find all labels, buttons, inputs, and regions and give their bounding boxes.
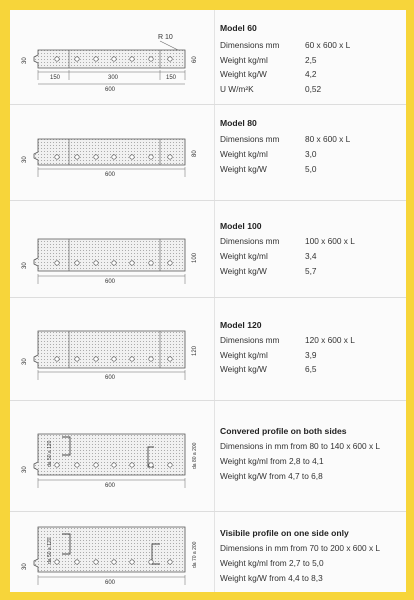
model-title: Visibile profile on one side only (220, 528, 349, 538)
spec-value: 2,5 (305, 55, 317, 65)
profile-drawing-covered-both (10, 401, 214, 512)
spec-line: Weight kg/ml from 2,8 to 4,1 (220, 456, 324, 466)
total-width-label: 600 (105, 279, 116, 285)
model-title: Model 80 (220, 118, 257, 128)
catalog-sheet (10, 10, 406, 592)
profile-drawing-model-80 (10, 105, 214, 201)
spec-label: Weight kg/W (220, 69, 267, 79)
row-model-120 (10, 298, 406, 401)
spec-line: Dimensions in mm from 80 to 140 x 600 x L (220, 441, 381, 451)
radius-label: R 10 (158, 34, 173, 41)
spec-value: 3,0 (305, 149, 317, 159)
dim-label: 300 (108, 75, 119, 81)
model-title: Convered profile on both sides (220, 426, 347, 436)
spec-line: Weight kg/W from 4,4 to 8,3 (220, 573, 323, 583)
spec-line: Weight kg/W from 4,7 to 6,8 (220, 471, 323, 481)
spec-label: Weight kg/ml (220, 350, 268, 360)
spec-value: 5,0 (305, 164, 317, 174)
spec-label: Dimensions mm (220, 40, 280, 50)
spec-label: Weight kg/W (220, 364, 267, 374)
model-title: Model 60 (220, 23, 257, 33)
spec-line: Weight kg/ml from 2,7 to 5,0 (220, 558, 324, 568)
spec-label: Weight kg/W (220, 266, 267, 276)
height-right-label: 60 (192, 56, 198, 63)
row-model-60 (10, 10, 406, 105)
profile-drawing-visible-one (10, 512, 214, 592)
spec-label: U W/m²K (220, 84, 254, 94)
spec-label: Weight kg/ml (220, 149, 268, 159)
spec-visible-one-side (220, 512, 402, 592)
spec-model-80 (220, 105, 402, 201)
spec-covered-both-sides (220, 401, 402, 512)
height-right-label: 100 (192, 252, 198, 263)
height-right-label: 80 (192, 150, 198, 157)
spec-model-120 (220, 298, 402, 401)
total-width-label: 600 (105, 172, 116, 178)
inner-height-label: da 50 a 120 (47, 440, 53, 467)
height-left-label: 30 (22, 563, 28, 570)
height-right-label: 120 (192, 345, 198, 356)
total-width-label: 600 (105, 580, 116, 586)
height-right-label: da 80 a 200 (192, 442, 198, 469)
profile-drawing-model-120 (10, 298, 214, 401)
height-left-label: 30 (22, 57, 28, 64)
dim-label: 150 (50, 75, 61, 81)
row-covered-both-sides (10, 401, 406, 512)
height-left-label: 30 (22, 156, 28, 163)
spec-label: Dimensions mm (220, 236, 280, 246)
spec-value: 60 x 600 x L (305, 40, 351, 50)
dim-label: 150 (166, 75, 177, 81)
spec-value: 3,4 (305, 251, 317, 261)
total-width-label: 600 (105, 375, 116, 381)
inner-height-label: da 50 a 120 (47, 537, 53, 564)
height-right-label: da 70 a 200 (192, 541, 198, 568)
spec-label: Weight kg/W (220, 164, 267, 174)
spec-line: Dimensions in mm from 70 to 200 x 600 x L (220, 543, 381, 553)
spec-value: 80 x 600 x L (305, 134, 351, 144)
spec-value: 120 x 600 x L (305, 335, 355, 345)
height-left-label: 30 (22, 358, 28, 365)
spec-value: 100 x 600 x L (305, 236, 355, 246)
spec-model-60 (220, 10, 402, 105)
row-visible-one-side (10, 512, 406, 592)
spec-value: 3,9 (305, 350, 317, 360)
total-width-label: 600 (105, 87, 116, 93)
spec-value: 5,7 (305, 266, 317, 276)
spec-label: Dimensions mm (220, 335, 280, 345)
row-model-100 (10, 201, 406, 298)
profile-drawing-model-60 (10, 10, 214, 105)
profile-drawing-model-100 (10, 201, 214, 298)
row-model-80 (10, 105, 406, 201)
spec-label: Dimensions mm (220, 134, 280, 144)
height-left-label: 30 (22, 262, 28, 269)
model-title: Model 120 (220, 320, 262, 330)
spec-value: 4,2 (305, 69, 317, 79)
spec-value: 6,5 (305, 364, 317, 374)
total-width-label: 600 (105, 483, 116, 489)
spec-label: Weight kg/ml (220, 55, 268, 65)
spec-model-100 (220, 201, 402, 298)
spec-label: Weight kg/ml (220, 251, 268, 261)
spec-value: 0,52 (305, 84, 322, 94)
model-title: Model 100 (220, 221, 262, 231)
height-left-label: 30 (22, 466, 28, 473)
